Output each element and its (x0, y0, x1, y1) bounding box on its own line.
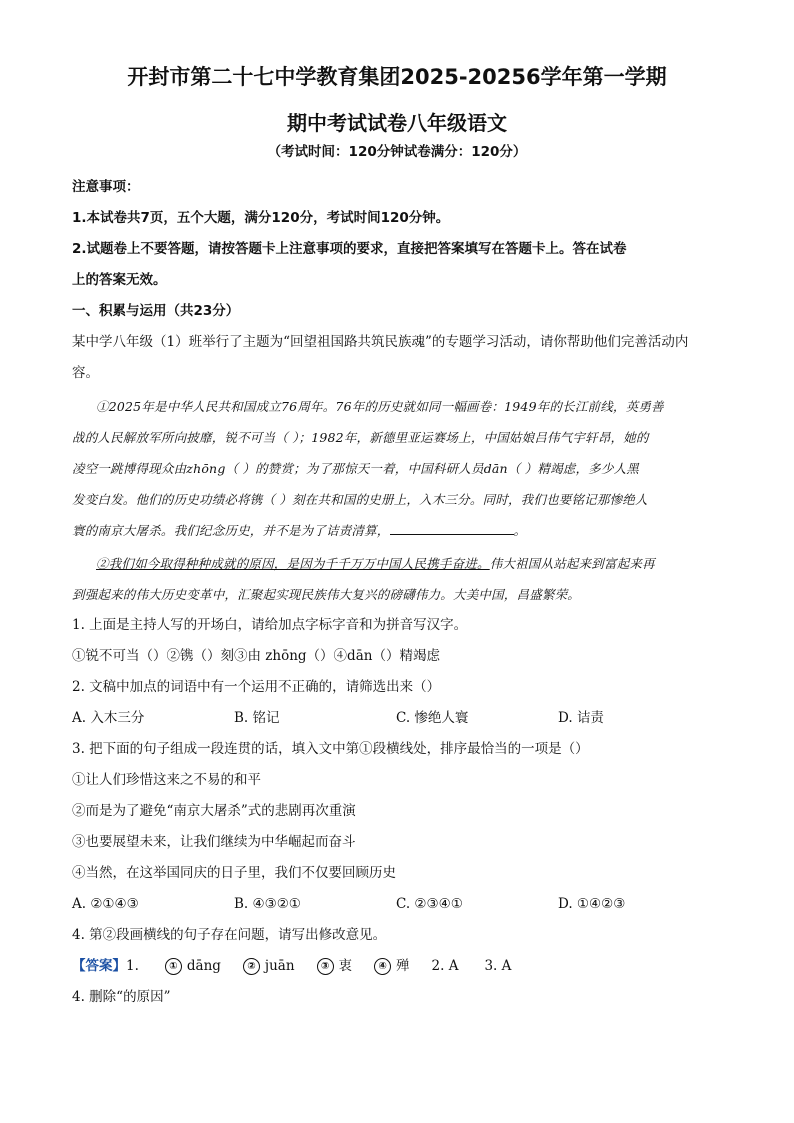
passage-line: ①2025年是中华人民共和国成立76周年。76年的历史就如同一幅画卷：1949年的长江前线，英勇善 (96, 399, 664, 414)
option-c: C. ②③④① (396, 896, 463, 912)
question-1-sub: ①锐不可当（）②镌（）刻③由 zhōng（）④dān（）精竭虑 (72, 648, 440, 664)
section-1-intro-cont: 容。 (72, 365, 99, 381)
option-d: D. ①④②③ (558, 896, 626, 912)
passage-line: 发变白发。他们的历史功绩必将镌（ ）刻在共和国的史册上，入木三分。同时，我们也要铭记那惨绝人 (72, 492, 648, 507)
answer-4: 4. 删除“的原因” (72, 989, 171, 1005)
question-2: 2. 文稿中加点的词语中有一个运用不正确的，请筛选出来（） (72, 679, 441, 695)
option-d: D. 诘责 (558, 710, 604, 726)
underlined-sentence: ②我们如今取得种种成就的原因，是因为千千万万中国人民携手奋进。 (96, 556, 490, 571)
option-b: B. ④③②① (234, 896, 301, 912)
questions (72, 610, 722, 951)
section-1 (72, 296, 722, 389)
question-3-options (72, 889, 722, 920)
answer-3: 3. A (484, 958, 512, 974)
question-3-sentence: ③也要展望未来，让我们继续为中华崛起而奋斗 (72, 834, 356, 850)
notes-item-1: 1.本试卷共7页，五个大题，满分120分，考试时间120分钟。 (72, 210, 450, 226)
answer-row (72, 951, 722, 982)
circled-number-icon: ④ (374, 958, 391, 975)
answer-tag: 【答案】 (72, 958, 126, 974)
notes-section (72, 172, 722, 296)
passage-line: 凌空一跳博得现众由zhōng（ ）的赞赏；为了那惊天一着，中国科研人员dān（ ）精竭虑，多少人黑 (72, 461, 639, 476)
section-1-heading: 一、积累与运用（共23分） (72, 303, 240, 319)
answer-text: dāng (186, 958, 221, 974)
exam-title: 开封市第二十七中学教育集团2025-20256学年第一学期 (127, 65, 667, 89)
question-4: 4. 第②段画横线的句子存在问题，请写出修改意见。 (72, 927, 387, 943)
question-3-sentence: ④当然，在这举国同庆的日子里，我们不仅要回顾历史 (72, 865, 396, 881)
answer-text: 殚 (396, 958, 410, 974)
passage-text: 。 (513, 523, 527, 538)
circled-number-icon: ① (165, 958, 182, 975)
option-c: C. 惨绝人寰 (396, 710, 469, 726)
option-a: A. 入木三分 (72, 710, 145, 726)
answer-number: 1. (126, 958, 139, 974)
answer-2: 2. A (431, 958, 459, 974)
option-b: B. 铭记 (234, 710, 280, 726)
answer-item (243, 951, 295, 982)
answer-item (374, 951, 410, 982)
question-1: 1. 上面是主持人写的开场白，请给加点字标字音和为拼音写汉字。 (72, 617, 468, 633)
notes-heading: 注意事项： (72, 179, 140, 195)
fill-blank (390, 520, 514, 535)
notes-item-2: 2.试题卷上不要答题，请按答题卡上注意事项的要求，直接把答案填写在答题卡上。答在试卷 (72, 241, 627, 257)
exam-time-info: （考试时间：120分钟试卷满分：120分） (267, 144, 527, 160)
answer-item (317, 951, 353, 982)
option-a: A. ②①④③ (72, 896, 139, 912)
passage-line: 战的人民解放军所向披靡，锐不可当（ ）；1982年，新德里亚运赛场上，中国姑娘吕伟气宇轩昂，她的 (72, 430, 649, 445)
circled-number-icon: ③ (317, 958, 334, 975)
question-3-sentence: ②而是为了避免“南京大屠杀”式的悲剧再次重演 (72, 803, 356, 819)
question-3: 3. 把下面的句子组成一段连贯的话，填入文中第①段横线处，排序最恰当的一项是（） (72, 741, 589, 757)
answer-section (72, 951, 722, 1013)
passage-line: 到强起来的伟大历史变革中，汇聚起实现民族伟大复兴的磅礴伟力。大美中国，昌盛繁荣。 (72, 587, 581, 602)
answer-text: juān (264, 958, 295, 974)
answer-item (165, 951, 221, 982)
notes-item-2-cont: 上的答案无效。 (72, 272, 167, 288)
passage-text: 伟大祖国从站起来到富起来再 (489, 556, 655, 571)
answer-text: 衷 (338, 958, 353, 974)
exam-subtitle: 期中考试试卷八年级语文 (287, 111, 507, 135)
section-1-intro: 某中学八年级（1）班举行了主题为“回望祖国路共筑民族魂”的专题学习活动，请你帮助他们完善活动内 (72, 334, 689, 350)
passage-text: 寰的南京大屠杀。我们纪念历史，并不是为了诘责清算， (72, 523, 390, 538)
passage-line (72, 548, 722, 579)
circled-number-icon: ② (243, 958, 260, 975)
passage-line (72, 515, 722, 546)
question-3-sentence: ①让人们珍惜这来之不易的和平 (72, 772, 261, 788)
reading-passage (72, 391, 722, 610)
exam-page (72, 62, 722, 1013)
question-2-options (72, 703, 722, 734)
